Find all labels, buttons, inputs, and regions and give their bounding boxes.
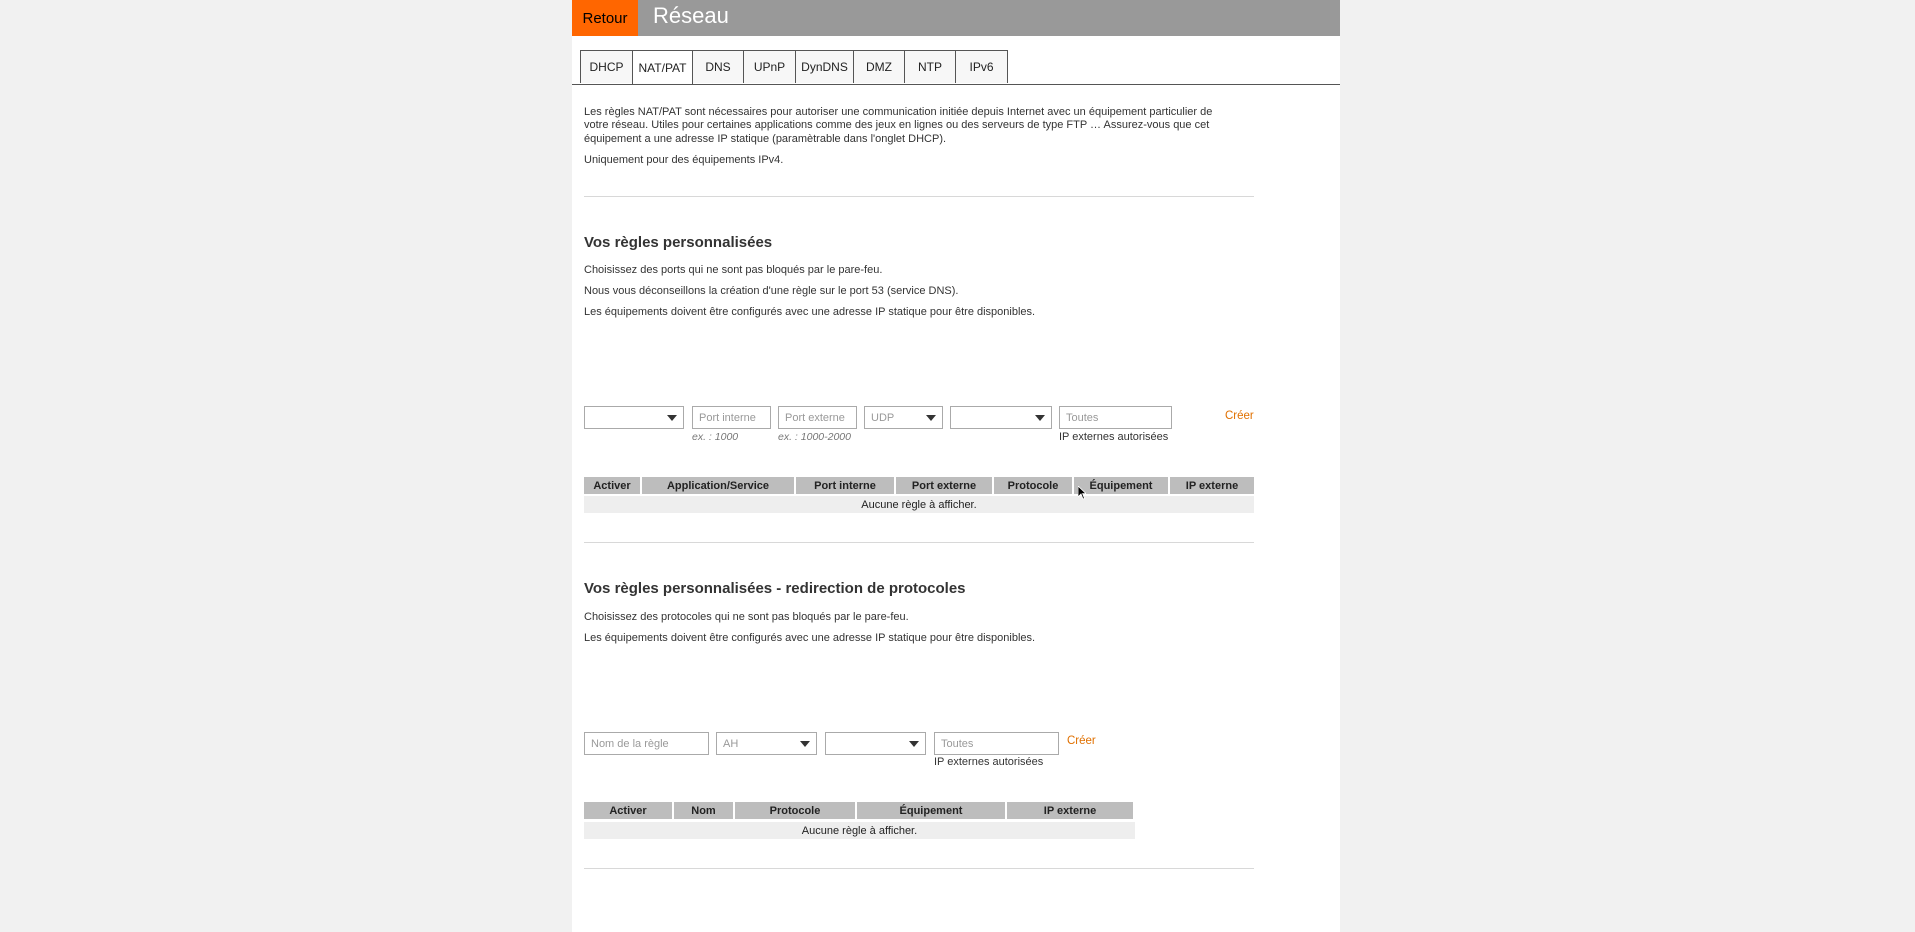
- tabs-divider: [572, 84, 1340, 85]
- protocol-select[interactable]: [864, 406, 943, 429]
- column-header[interactable]: Protocole: [994, 477, 1074, 494]
- chevron-down-icon: [1035, 415, 1045, 421]
- custom-rules-desc-1: Choisissez des ports qui ne sont pas bloqués par le pare-feu.: [584, 264, 883, 276]
- protocol-select-value: UDP: [871, 411, 895, 424]
- external-ip-caption: IP externes autorisées: [1059, 431, 1169, 443]
- column-header[interactable]: Nom: [674, 802, 735, 819]
- column-header[interactable]: Activer: [584, 802, 674, 819]
- intro-line-1: Les règles NAT/PAT sont nécessaires pour autoriser une communication initiée depuis Internet avec un équipement particulier de: [584, 106, 1213, 118]
- intro-line-2: votre réseau. Utiles pour certaines applications comme des jeux en lignes ou des serveurs de type FTP … Assurez-vous que cet: [584, 119, 1210, 131]
- rule-name-input[interactable]: Nom de la règle: [584, 732, 709, 755]
- tab-bar: [580, 50, 1007, 84]
- internal-port-input[interactable]: Port interne: [692, 406, 771, 429]
- application-select[interactable]: [584, 406, 684, 429]
- chevron-down-icon: [926, 415, 936, 421]
- tab-nat-pat[interactable]: NAT/PAT: [632, 50, 693, 84]
- internal-port-hint: ex. : 1000: [692, 431, 739, 443]
- page-title: Réseau: [653, 3, 729, 28]
- protocol-rules-desc-2: Les équipements doivent être configurés avec une adresse IP statique pour être disponibles.: [584, 632, 1036, 644]
- external-ip-caption: IP externes autorisées: [934, 756, 1044, 768]
- tab-dyndns[interactable]: DynDNS: [795, 50, 854, 83]
- ipv4-note: Uniquement pour des équipements IPv4.: [584, 154, 784, 166]
- divider: [584, 196, 1254, 197]
- protocol-select[interactable]: [716, 732, 817, 755]
- column-header[interactable]: Port interne: [796, 477, 896, 494]
- chevron-down-icon: [667, 415, 677, 421]
- external-ip-input[interactable]: Toutes: [1059, 406, 1172, 429]
- protocol-rules-desc-1: Choisissez des protocoles qui ne sont pas bloqués par le pare-feu.: [584, 611, 909, 623]
- custom-rules-desc-3: Les équipements doivent être configurés avec une adresse IP statique pour être disponibles.: [584, 306, 1036, 318]
- column-header[interactable]: Application/Service: [642, 477, 796, 494]
- create-rule-link[interactable]: Créer: [1225, 410, 1254, 422]
- empty-table-message: Aucune règle à afficher.: [584, 822, 1135, 839]
- protocol-select-value: AH: [723, 737, 739, 750]
- tab-dhcp[interactable]: DHCP: [580, 50, 633, 83]
- column-header[interactable]: Équipement: [1074, 477, 1170, 494]
- external-port-hint: ex. : 1000-2000: [778, 431, 851, 443]
- rules-table-header: [584, 477, 1254, 494]
- divider: [584, 868, 1254, 869]
- device-select[interactable]: [825, 732, 926, 755]
- page-container: [572, 0, 1340, 932]
- column-header[interactable]: Protocole: [735, 802, 857, 819]
- tab-ipv6[interactable]: IPv6: [955, 50, 1008, 83]
- chevron-down-icon: [909, 741, 919, 747]
- custom-rules-title: Vos règles personnalisées: [584, 234, 773, 251]
- protocol-rules-title: Vos règles personnalisées - redirection de protocoles: [584, 580, 966, 597]
- mouse-cursor-icon: [1078, 486, 1086, 500]
- protocol-rules-table-header: [584, 802, 1135, 819]
- empty-table-message: Aucune règle à afficher.: [584, 496, 1254, 513]
- tab-dns[interactable]: DNS: [692, 50, 744, 83]
- chevron-down-icon: [800, 741, 810, 747]
- external-port-input[interactable]: Port externe: [778, 406, 857, 429]
- custom-rules-desc-2: Nous vous déconseillons la création d'une règle sur le port 53 (service DNS).: [584, 285, 959, 297]
- create-protocol-rule-link[interactable]: Créer: [1067, 735, 1096, 747]
- tab-ntp[interactable]: NTP: [904, 50, 956, 83]
- tab-dmz[interactable]: DMZ: [853, 50, 905, 83]
- external-ip-input[interactable]: Toutes: [934, 732, 1059, 755]
- column-header[interactable]: Équipement: [857, 802, 1007, 819]
- column-header[interactable]: IP externe: [1185, 479, 1239, 492]
- device-select[interactable]: [950, 406, 1052, 429]
- intro-line-3: équipement a une adresse IP statique (paramètrable dans l'onglet DHCP).: [584, 133, 947, 145]
- header-bar: [572, 0, 1340, 36]
- column-header[interactable]: Port externe: [896, 477, 994, 494]
- divider: [584, 542, 1254, 543]
- column-header[interactable]: Activer: [584, 477, 642, 494]
- back-button[interactable]: Retour: [572, 0, 638, 36]
- column-header[interactable]: IP externe: [1007, 802, 1135, 819]
- tab-upnp[interactable]: UPnP: [743, 50, 796, 83]
